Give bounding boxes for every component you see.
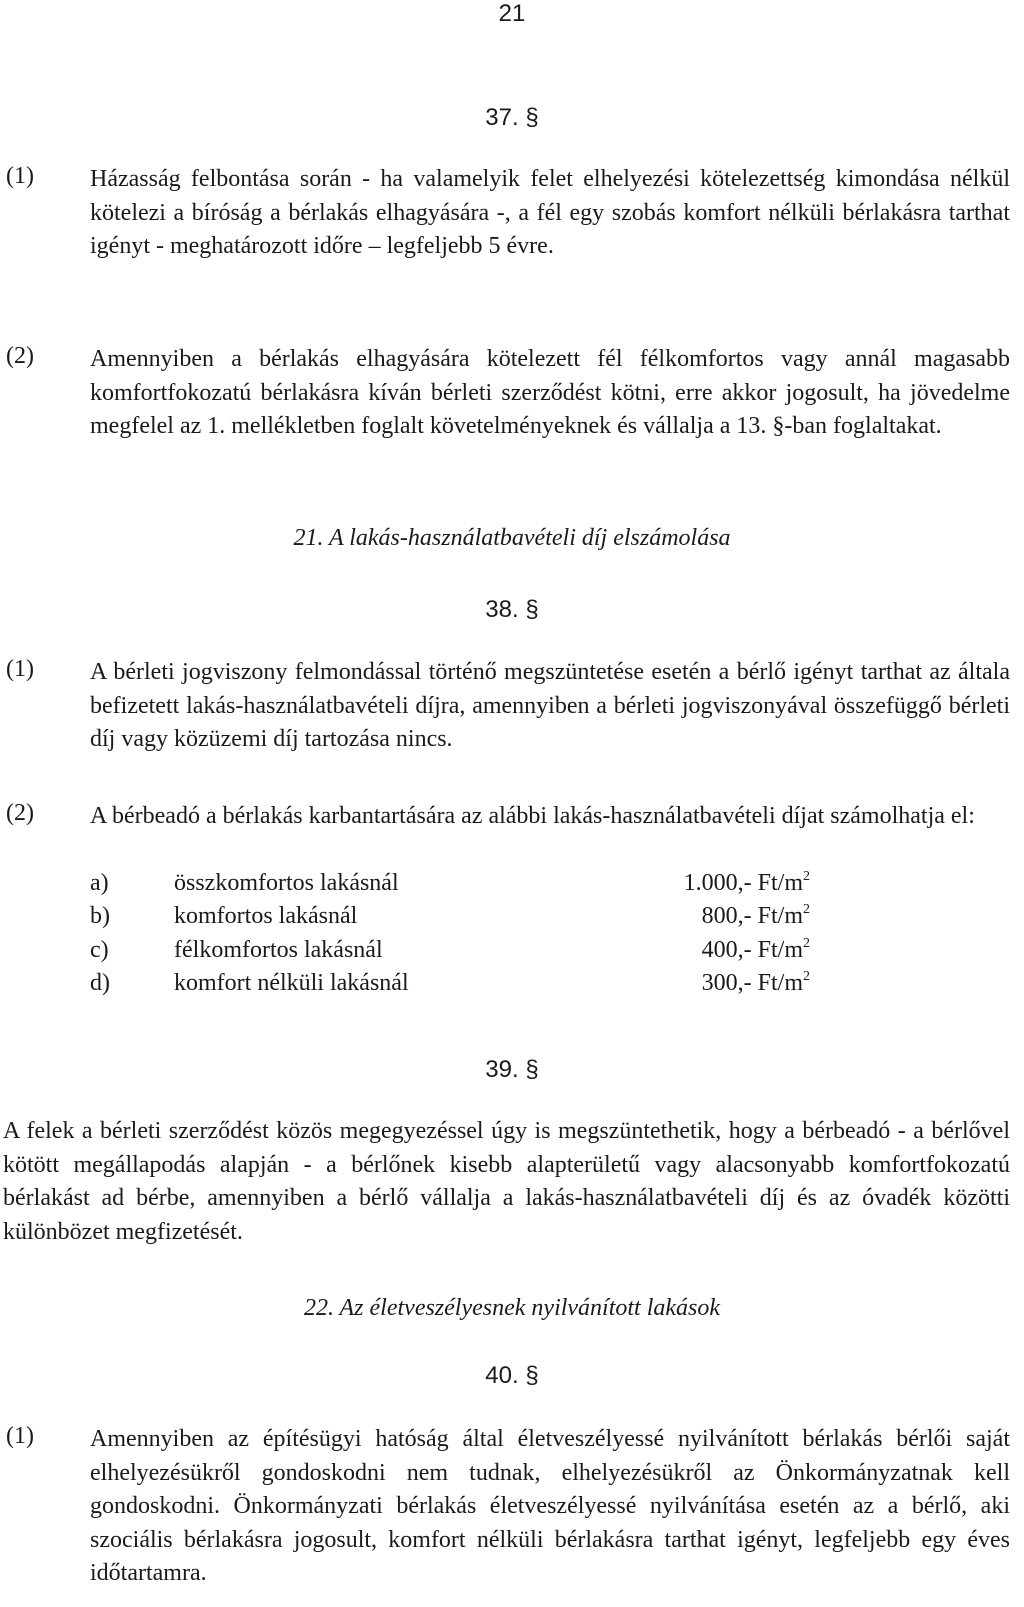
rate-value: 800,- $Ft/m^2$	[701, 902, 810, 929]
rate-name: komfortos lakásnál	[174, 903, 358, 929]
chapter-22-heading: 22. Az életveszélyesnek nyilvánított lakások	[303, 1295, 721, 1321]
s37-p2-number: (2)	[6, 343, 34, 369]
rate-value: 300,- $Ft/m^2$	[701, 969, 810, 996]
rate-name: félkomfortos lakásnál	[174, 937, 383, 963]
rate-letter: d)	[90, 970, 110, 996]
s37-p1-text: Házasság felbontása során - ha valamelyik felet elhelyezési kötelezettség kimondása nélkül kötelezi a bíróság a bérlakás elhagyására -, a fél egy szobás komfort nélküli bérlakásra tarthat igényt - meghatározott időre – legfeljebb 5 évre.	[90, 166, 1010, 259]
s38-p2-text: A bérbeadó a bérlakás karbantartására az alábbi lakás-használatbavételi díjat számolhatja el:	[90, 803, 975, 829]
section-37-title: 37. §	[485, 104, 539, 131]
rate-row-b	[90, 903, 810, 936]
s38-p1-text: A bérleti jogviszony felmondással történő megszüntetése esetén a bérlő igényt tarthat az általa befizetett lakás-használatbavételi díjra, amennyiben a bérleti jogviszonyával összefüggő bérleti díj vagy közüzemi díj tartozása nincs.	[90, 659, 1010, 752]
rate-row-a	[90, 870, 810, 903]
rate-letter: b)	[90, 903, 110, 929]
rate-letter: c)	[90, 937, 109, 963]
rate-value: 1.000,- $Ft/m^2$	[683, 869, 810, 896]
s40-p1-text: Amennyiben az építésügyi hatóság által életveszélyessé nyilvánított bérlakás bérlői saját elhelyezésükről gondoskodni nem tudnak, elhelyezésükről az Önkormányzatnak kell gondoskodni. Önkormányzati bérlakás életveszélyessé nyilvánítása esetén az a bérlő, aki szociális bérlakásra jogosult, komfort nélküli bérlakásra tarthat igényt, legfeljebb egy éves időtartamra.	[90, 1426, 1010, 1586]
s37-p2-text: Amennyiben a bérlakás elhagyására kötelezett fél félkomfortos vagy annál magasabb komfortfokozatú bérlakásra kíván bérleti szerződést kötni, erre akkor jogosult, ha jövedelme megfelel az 1. mellékletben foglalt követelményeknek és vállalja a 13. §-ban foglaltakat.	[90, 346, 1010, 439]
rate-row-d	[90, 970, 810, 1003]
chapter-21-heading: 21. A lakás-használatbavételi díj elszámolása	[293, 525, 731, 551]
rate-letter: a)	[90, 870, 109, 896]
rate-row-c	[90, 937, 810, 970]
section-38-title: 38. §	[485, 596, 539, 623]
page-number: 21	[498, 0, 526, 27]
rate-value: 400,- $Ft/m^2$	[701, 936, 810, 963]
rate-name: komfort nélküli lakásnál	[174, 970, 409, 996]
section-39-title: 39. §	[485, 1056, 539, 1083]
section-40-title: 40. §	[485, 1362, 539, 1389]
s39-text: A felek a bérleti szerződést közös megegyezéssel úgy is megszüntethetik, hogy a bérbeadó - a bérlővel kötött megállapodás alapján - a bérlőnek kisebb alapterületű vagy alacsonyabb komfortfokozatú bérlakást ad bérbe, amennyiben a bérlő vállalja a lakás-használatbavételi díj és az óvadék közötti különbözet megfizetését.	[3, 1118, 1010, 1245]
s38-p2-number: (2)	[6, 800, 34, 826]
s37-p1-number: (1)	[6, 163, 34, 189]
rate-name: összkomfortos lakásnál	[174, 870, 399, 896]
s40-p1-number: (1)	[6, 1423, 34, 1449]
s38-p1-number: (1)	[6, 656, 34, 682]
